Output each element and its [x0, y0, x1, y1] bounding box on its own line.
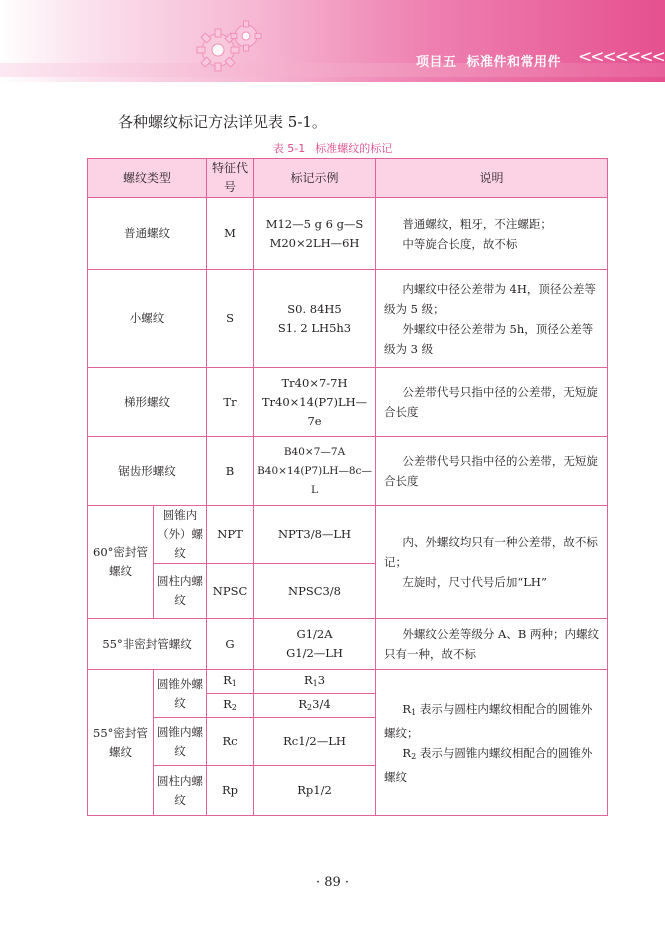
thread-code: S — [207, 270, 254, 368]
table-header-row — [88, 159, 608, 198]
thread-example: Rp1/2 — [254, 766, 376, 816]
page-number: · 89 · — [315, 875, 350, 890]
example-subscript: 2 — [307, 702, 313, 712]
table-row — [88, 506, 608, 564]
code-letter: R — [223, 672, 232, 687]
thread-code: M — [207, 198, 254, 270]
header-code: 特征代号 — [207, 159, 254, 198]
thread-description — [376, 506, 608, 619]
thread-example — [254, 694, 376, 718]
thread-code: NPSC — [207, 564, 254, 619]
thread-subtype: 圆锥内螺纹 — [154, 718, 207, 766]
desc-subscript: 2 — [411, 751, 417, 761]
thread-description — [376, 198, 608, 270]
thread-type: 锯齿形螺纹 — [88, 437, 207, 506]
example-line: M12—5 g 6 g—S — [265, 216, 364, 231]
desc-line: 内、外螺纹均只有一种公差带，故不标记； — [384, 535, 598, 569]
table-row — [88, 270, 608, 368]
header-title — [416, 51, 571, 70]
thread-code: B — [207, 437, 254, 506]
example-line: B40×7—7A — [283, 445, 346, 458]
code-subscript: 2 — [231, 702, 237, 712]
code-letter: R — [223, 696, 232, 711]
table-title: 标准螺纹的标记 — [315, 142, 393, 155]
desc-line: 内螺纹中径公差带为 4H，顶径公差等级为 5 级； — [384, 281, 596, 316]
header-thread-type: 螺纹类型 — [88, 159, 207, 198]
desc-line: 外螺纹公差等级分 A、B 两种；内螺纹只有一种，故不标 — [384, 627, 599, 661]
thread-subtype: 圆柱内螺纹 — [154, 766, 207, 816]
example-tail: 3/4 — [312, 696, 331, 711]
desc-line: 左旋时，尺寸代号后加“LH” — [402, 575, 547, 589]
desc-code: R — [402, 745, 412, 760]
thread-type: 梯形螺纹 — [88, 368, 207, 437]
header-description: 说明 — [376, 159, 608, 198]
example-line: S1. 2 LH5h3 — [277, 320, 352, 335]
thread-example: NPSC3/8 — [254, 564, 376, 619]
thread-description — [376, 619, 608, 670]
thread-example — [254, 368, 376, 437]
chapter-label: 项目五 — [416, 55, 457, 70]
desc-line: 外螺纹中径公差带为 5h，顶径公差等级为 3 级 — [384, 321, 594, 356]
thread-example — [254, 270, 376, 368]
example-line: G1/2A — [296, 627, 333, 641]
gear-icon — [190, 14, 270, 76]
thread-code: Rc — [207, 718, 254, 766]
thread-code — [207, 694, 254, 718]
table-row — [88, 670, 608, 694]
thread-description — [376, 670, 608, 816]
thread-description — [376, 437, 608, 506]
thread-group: 60°密封管螺纹 — [88, 506, 154, 619]
example-tail: 3 — [317, 672, 326, 687]
desc-line — [384, 699, 601, 743]
example-line: S0. 84H5 — [287, 301, 342, 316]
thread-example: Rc1/2—LH — [254, 718, 376, 766]
table-row — [88, 368, 608, 437]
code-subscript: 1 — [231, 678, 237, 688]
thread-subtype: 圆锥内（外）螺纹 — [154, 506, 207, 564]
thread-marking-table — [87, 158, 608, 816]
thread-subtype: 圆锥外螺纹 — [154, 670, 207, 718]
thread-example — [254, 198, 376, 270]
header-banner — [0, 0, 665, 82]
example-line: G1/2—LH — [286, 646, 343, 660]
example-letter: R — [298, 696, 308, 711]
desc-line: 普通螺纹，粗牙，不注螺距； — [402, 216, 552, 231]
thread-code: G — [207, 619, 254, 670]
desc-text: 表示与圆锥内螺纹相配合的圆锥外螺纹 — [384, 745, 593, 784]
thread-type: 小螺纹 — [88, 270, 207, 368]
table-row — [88, 198, 608, 270]
thread-example — [254, 437, 376, 506]
desc-code: R — [402, 701, 412, 716]
thread-subtype: 圆柱内螺纹 — [154, 564, 207, 619]
desc-line — [384, 743, 601, 787]
thread-group: 55°密封管螺纹 — [88, 670, 154, 816]
example-line: Tr40×7-7H — [281, 375, 348, 390]
table-number: 表 5-1 — [272, 142, 306, 155]
thread-example — [254, 619, 376, 670]
thread-type: 55°非密封管螺纹 — [88, 619, 207, 670]
table-caption — [0, 140, 665, 156]
thread-type: 普通螺纹 — [88, 198, 207, 270]
thread-code — [207, 670, 254, 694]
intro-paragraph: 各种螺纹标记方法详见表 5-1。 — [118, 113, 327, 131]
thread-description — [376, 270, 608, 368]
table-row — [88, 619, 608, 670]
chevron-left-icon: <<<<<<< — [578, 47, 664, 67]
desc-subscript: 1 — [411, 707, 417, 717]
example-line: M20×2LH—6H — [269, 235, 360, 250]
chapter-title: 标准件和常用件 — [466, 55, 562, 70]
desc-line: 中等旋合长度，故不标 — [402, 236, 518, 251]
thread-code: Tr — [207, 368, 254, 437]
example-line: Tr40×14(P7)LH—7e — [261, 394, 368, 428]
desc-text: 表示与圆柱内螺纹相配合的圆锥外螺纹； — [384, 701, 593, 740]
example-letter: R — [303, 672, 313, 687]
header-example: 标记示例 — [254, 159, 376, 198]
thread-example — [254, 670, 376, 694]
thread-description — [376, 368, 608, 437]
example-line: B40×14(P7)LH—8c—L — [257, 464, 372, 496]
desc-line: 公差带代号只指中径的公差带，无短旋合长度 — [384, 385, 598, 419]
table-row — [88, 437, 608, 506]
example-subscript: 1 — [312, 678, 318, 688]
thread-code: Rp — [207, 766, 254, 816]
thread-example: NPT3/8—LH — [254, 506, 376, 564]
desc-line: 公差带代号只指中径的公差带，无短旋合长度 — [384, 454, 598, 488]
thread-code: NPT — [207, 506, 254, 564]
